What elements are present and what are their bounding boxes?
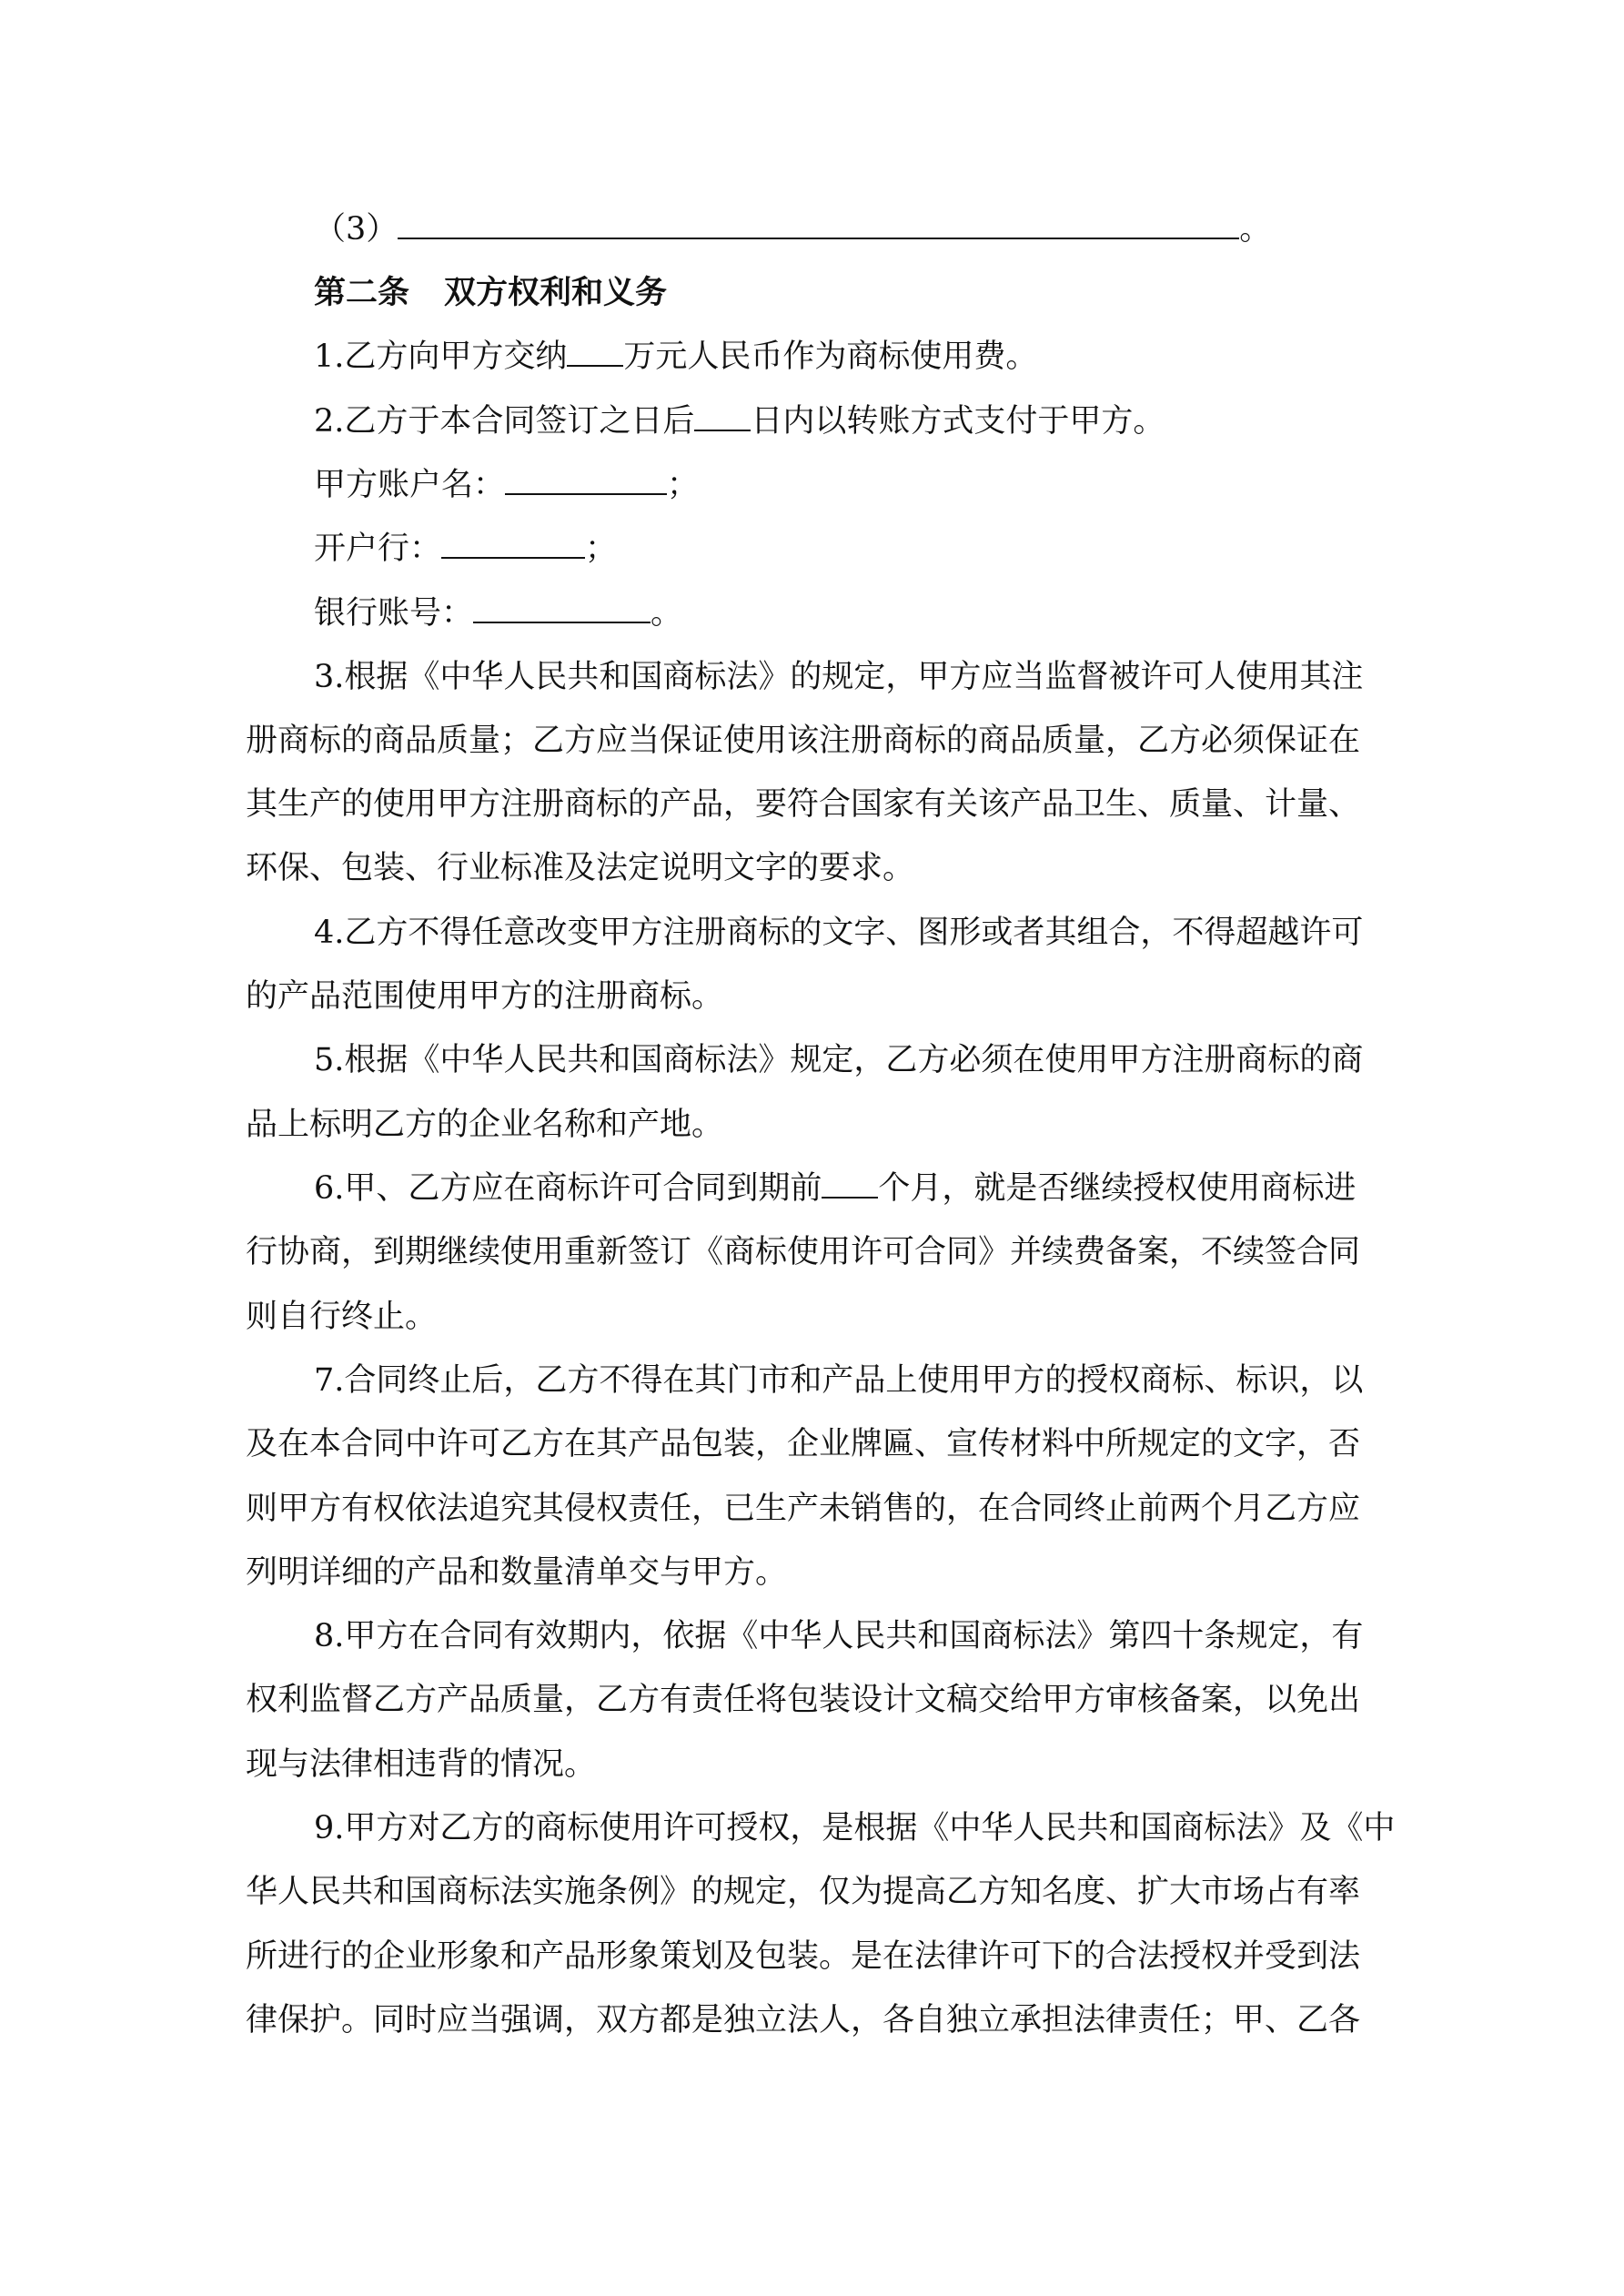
item-3-blank bbox=[398, 208, 1239, 239]
clause-3-line: 册商标的商品质量；乙方应当保证使用该注册商标的商品质量，乙方必须保证在 bbox=[246, 723, 1361, 759]
account-name-end: ； bbox=[667, 467, 700, 503]
article-2-number: 第二条 bbox=[314, 275, 410, 311]
clause-4-line: 的产品范围使用甲方的注册商标。 bbox=[246, 978, 724, 1015]
clause-7-line: 及在本合同中许可乙方在其产品包装，企业牌匾、宣传材料中所规定的文字，否 bbox=[246, 1426, 1361, 1462]
clause-5-line: 品上标明乙方的企业名称和产地。 bbox=[246, 1107, 724, 1143]
account-number-blank bbox=[473, 592, 651, 623]
bank-end: ； bbox=[585, 531, 618, 567]
clause-3-line: 环保、包装、行业标准及法定说明文字的要求。 bbox=[246, 850, 915, 886]
clause-1-text-a: 1.乙方向甲方交纳 bbox=[314, 339, 568, 375]
clause-1 bbox=[314, 336, 1037, 378]
clause-6-line: 行协商，到期继续使用重新签订《商标使用许可合同》并续费备案，不续签合同 bbox=[246, 1234, 1361, 1270]
clause-4-line: 4.乙方不得任意改变甲方注册商标的文字、图形或者其组合，不得超越许可 bbox=[314, 915, 1364, 951]
bank-line bbox=[314, 528, 617, 570]
clause-8-line: 8.甲方在合同有效期内，依据《中华人民共和国商标法》第四十条规定，有 bbox=[314, 1618, 1364, 1654]
notice-months-blank bbox=[822, 1168, 878, 1199]
item-3-end: 。 bbox=[1239, 211, 1272, 248]
clause-7-line: 7.合同终止后，乙方不得在其门市和产品上使用甲方的授权商标、标识，以 bbox=[314, 1362, 1364, 1399]
fee-amount-blank bbox=[567, 336, 623, 367]
clause-2-text-a: 2.乙方于本合同签订之日后 bbox=[314, 403, 695, 440]
clause-2 bbox=[314, 400, 1165, 442]
clause-6-line bbox=[314, 1168, 1356, 1209]
item-3-label: （3） bbox=[314, 211, 398, 248]
bank-label: 开户行： bbox=[314, 531, 442, 567]
clause-6-text-b: 个月，就是否继续授权使用商标进 bbox=[878, 1170, 1357, 1207]
account-name-blank bbox=[505, 464, 667, 495]
article-2-heading bbox=[314, 272, 667, 314]
clause-9-line: 华人民共和国商标法实施条例》的规定，仅为提高乙方知名度、扩大市场占有率 bbox=[246, 1874, 1361, 1910]
clause-7-line: 则甲方有权依法追究其侵权责任，已生产未销售的，在合同终止前两个月乙方应 bbox=[246, 1491, 1361, 1527]
payment-days-blank bbox=[694, 400, 751, 431]
clause-9-line: 律保护。同时应当强调，双方都是独立法人，各自独立承担法律责任；甲、乙各 bbox=[246, 2002, 1361, 2038]
account-number-label: 银行账号： bbox=[314, 595, 474, 632]
account-name-line bbox=[314, 464, 699, 506]
clause-8-line: 现与法律相违背的情况。 bbox=[246, 1746, 597, 1783]
clause-5-line: 5.根据《中华人民共和国商标法》规定，乙方必须在使用甲方注册商标的商 bbox=[314, 1042, 1364, 1078]
account-number-line bbox=[314, 592, 682, 634]
clause-9-line: 9.甲方对乙方的商标使用许可授权，是根据《中华人民共和国商标法》及《中 bbox=[314, 1810, 1396, 1846]
account-number-end: 。 bbox=[651, 595, 683, 632]
account-name-label: 甲方账户名： bbox=[314, 467, 506, 503]
article-2-title: 双方权利和义务 bbox=[444, 275, 668, 311]
clause-1-text-b: 万元人民币作为商标使用费。 bbox=[623, 339, 1038, 375]
clause-9-line: 所进行的企业形象和产品形象策划及包装。是在法律许可下的合法授权并受到法 bbox=[246, 1938, 1361, 1975]
clause-7-line: 列明详细的产品和数量清单交与甲方。 bbox=[246, 1554, 788, 1591]
clause-6-text-a: 6.甲、乙方应在商标许可合同到期前 bbox=[314, 1170, 822, 1207]
clause-8-line: 权利监督乙方产品质量，乙方有责任将包装设计文稿交给甲方审核备案，以免出 bbox=[246, 1682, 1361, 1718]
clause-2-text-b: 日内以转账方式支付于甲方。 bbox=[751, 403, 1165, 440]
bank-blank bbox=[441, 528, 585, 559]
item-3-line bbox=[314, 208, 1271, 250]
clause-3-line: 3.根据《中华人民共和国商标法》的规定，甲方应当监督被许可人使用其注 bbox=[314, 659, 1364, 695]
clause-6-line: 则自行终止。 bbox=[246, 1299, 438, 1335]
clause-3-line: 其生产的使用甲方注册商标的产品，要符合国家有关该产品卫生、质量、计量、 bbox=[246, 786, 1361, 823]
